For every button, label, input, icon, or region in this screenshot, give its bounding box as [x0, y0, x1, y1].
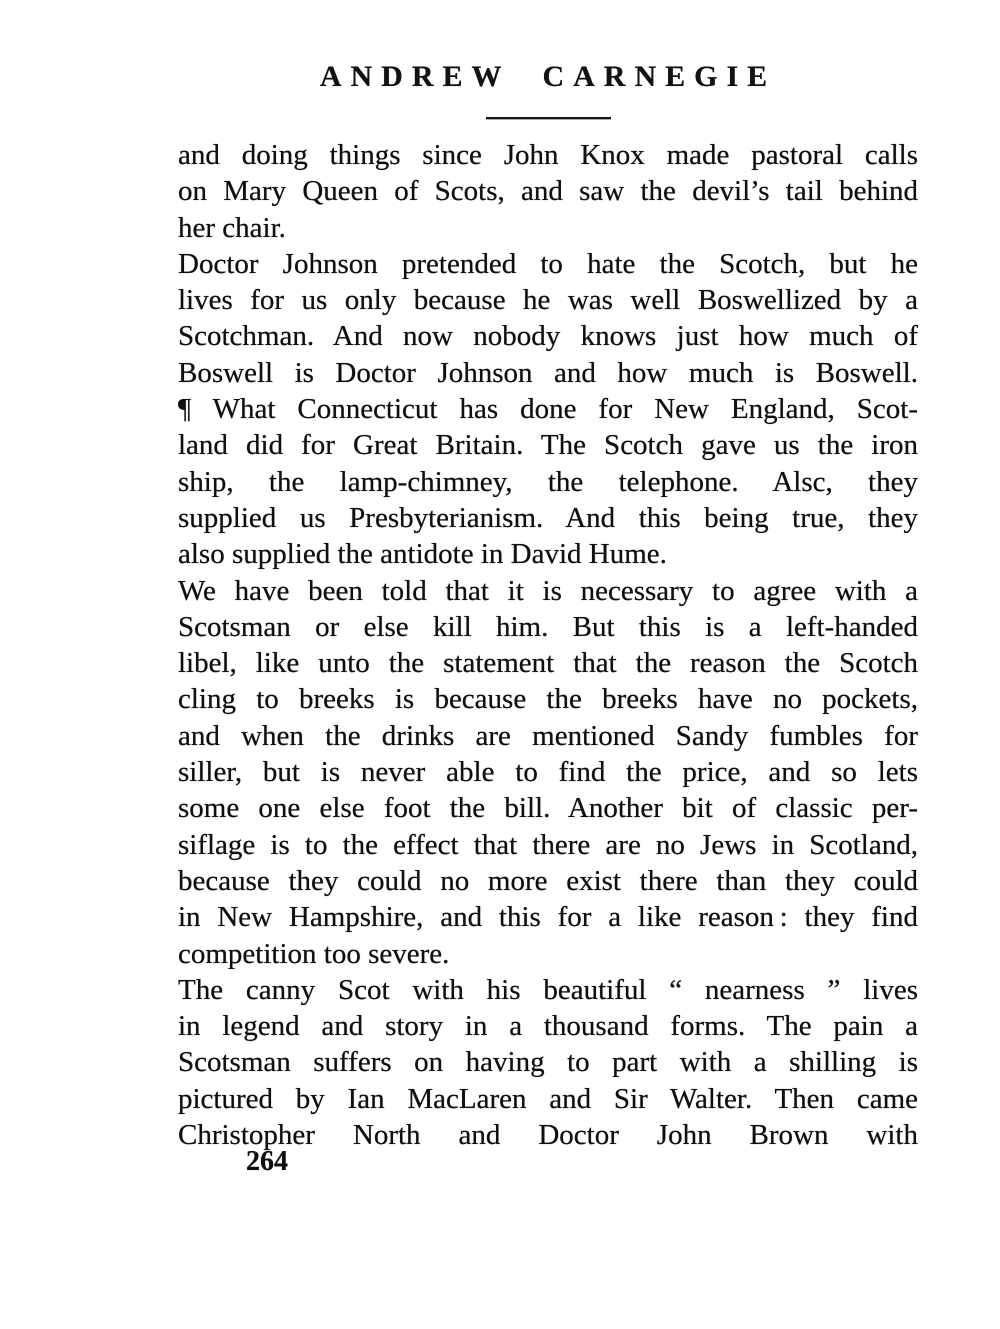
text-line: Scotsman or else kill him. But this is a left-handed [178, 610, 918, 643]
text-line: siflage is to the effect that there are no Jews in Scotland, [178, 828, 918, 861]
text-line: in legend and story in a thousand forms. The pain a [178, 1010, 918, 1043]
text-line: We have been told that it is necessary to agree with a [178, 574, 918, 607]
text-line: Doctor Johnson pretended to hate the Scotch, but he [178, 247, 918, 280]
text-line: competition too severe. [178, 937, 450, 970]
page-number: 264 [246, 1146, 288, 1177]
text-line: lives for us only because he was well Boswellized by a [178, 284, 918, 317]
body-text [178, 137, 918, 1153]
text-line: siller, but is never able to find the price, and so lets [178, 756, 918, 789]
text-line: and when the drinks are mentioned Sandy fumbles for [178, 719, 918, 752]
text-line: pictured by Ian MacLaren and Sir Walter. Then came [178, 1082, 918, 1115]
text-line: supplied us Presbyterianism. And this being true, they [178, 501, 918, 534]
text-line: and doing things since John Knox made pastoral calls [178, 139, 918, 171]
text-line: libel, like unto the statement that the reason the Scotch [178, 647, 918, 680]
text-line: in New Hampshire, and this for a like reason : they find [178, 901, 918, 934]
page-title: ANDREW CARNEGIE [319, 60, 777, 93]
text-line: land did for Great Britain. The Scotch gave us the iron [178, 429, 918, 462]
text-line: cling to breeks is because the breeks have no pockets, [178, 683, 918, 716]
text-line: also supplied the antidote in David Hume. [178, 538, 667, 571]
text-line: The canny Scot with his beautiful “ nearness ” lives [178, 973, 918, 1006]
text-line: because they could no more exist there than they could [178, 864, 918, 897]
text-line: ship, the lamp-chimney, the telephone. Alsc, they [178, 465, 918, 498]
text-line: Boswell is Doctor Johnson and how much is Boswell. [178, 356, 918, 389]
text-line: ¶ What Connecticut has done for New England, Scot- [178, 393, 918, 426]
text-line: Scotsman suffers on having to part with a shilling is [178, 1046, 918, 1079]
text-line: Scotchman. And now nobody knows just how much of [178, 320, 918, 353]
text-line: her chair. [178, 211, 286, 244]
text-line: Christopher North and Doctor John Brown with [178, 1119, 918, 1152]
text-line: on Mary Queen of Scots, and saw the devil’s tail behind [178, 175, 918, 208]
title-divider-rule [486, 117, 611, 120]
text-line: some one else foot the bill. Another bit of classic per- [178, 792, 918, 825]
